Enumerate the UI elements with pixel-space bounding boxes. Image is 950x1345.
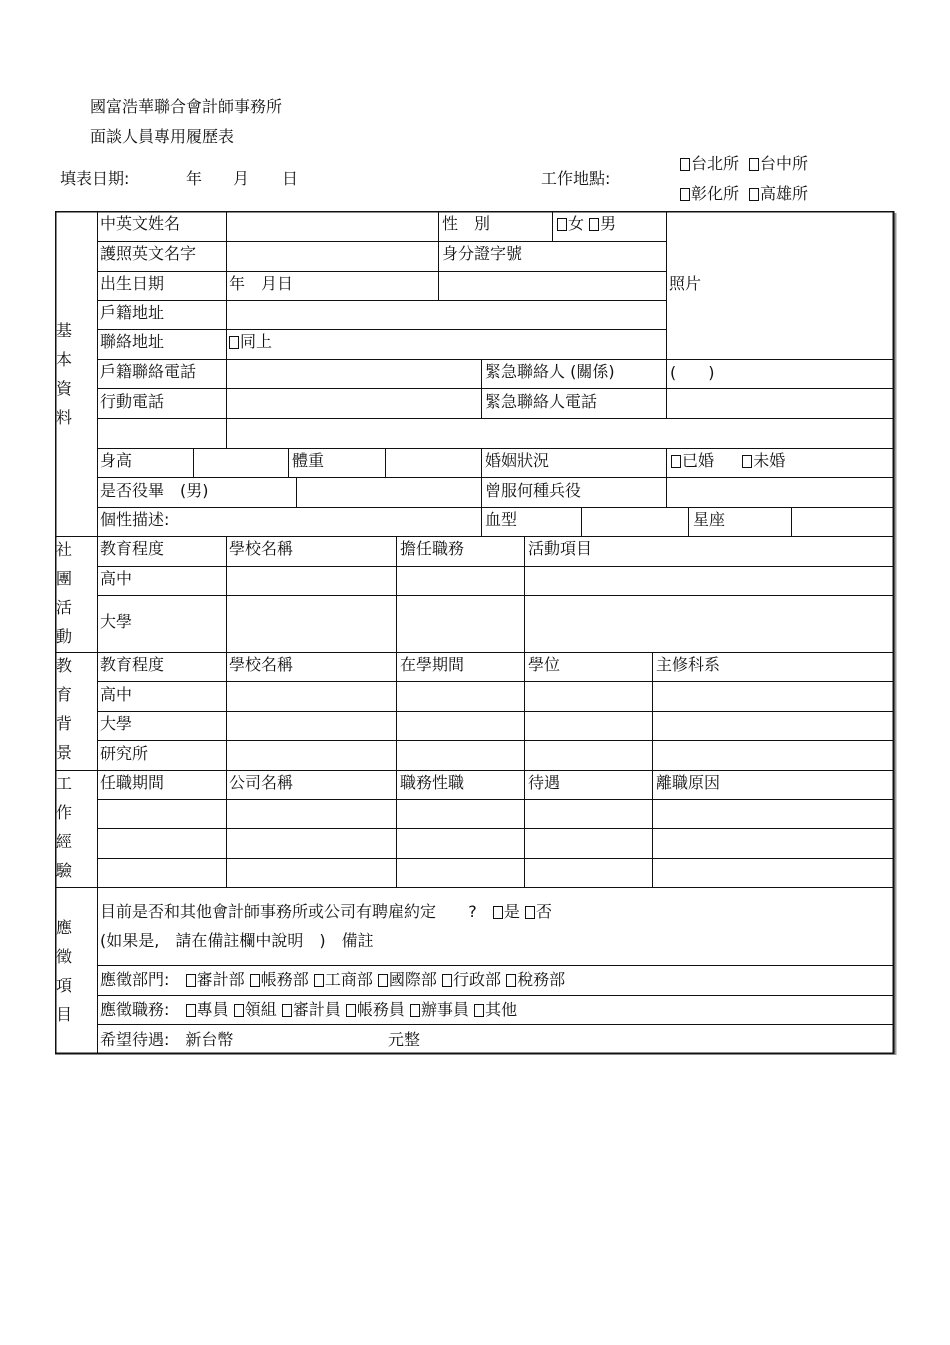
label-gender: 性 別: [442, 214, 491, 233]
club-header-school: 學校名稱: [229, 539, 294, 558]
label-mailing-address: 聯絡地址: [100, 332, 165, 351]
edu-header-major: 主修科系: [656, 655, 721, 674]
checkbox-icon[interactable]: [525, 906, 535, 919]
label-passport-name: 護照英文名字: [100, 244, 197, 263]
label-blood-type: 血型: [485, 510, 518, 529]
label-weight: 體重: [292, 451, 325, 470]
location-option-changhua[interactable]: 彰化所: [680, 184, 739, 204]
label-id-number: 身分證字號: [442, 244, 523, 263]
label-height: 身高: [100, 451, 133, 470]
checkbox-icon[interactable]: [680, 188, 690, 201]
edu-header-school: 學校名稱: [229, 655, 294, 674]
edu-header-degree: 學位: [528, 655, 561, 674]
resume-form: [55, 211, 894, 1054]
checkbox-icon[interactable]: [493, 906, 503, 919]
checkbox-icon[interactable]: [589, 218, 599, 231]
checkbox-icon[interactable]: [671, 455, 681, 468]
gender-options[interactable]: 女 男: [557, 214, 616, 234]
same-as-above-option[interactable]: 同上: [229, 332, 272, 352]
checkbox-icon[interactable]: [749, 188, 759, 201]
work-header-period: 任職期間: [100, 773, 165, 792]
form-title: 面談人員專用履歷表: [90, 127, 235, 146]
fill-date-month[interactable]: 月: [233, 169, 250, 188]
edu-header-period: 在學期間: [400, 655, 465, 674]
label-emergency-phone: 緊急聯絡人電話: [485, 392, 598, 411]
label-marital-status: 婚姻狀況: [485, 451, 550, 470]
checkbox-icon[interactable]: [474, 1004, 484, 1017]
label-name: 中英文姓名: [100, 214, 181, 233]
checkbox-icon[interactable]: [186, 974, 196, 987]
fill-date-day[interactable]: 日: [282, 169, 299, 188]
salary-suffix: 元整: [388, 1030, 421, 1049]
section-application-items: 應徵項目: [55, 918, 72, 1024]
position-row: 應徵職務: 專員 領組 審計員 帳務員 辦事員 其他: [100, 1000, 518, 1019]
club-header-role: 擔任職務: [400, 539, 465, 558]
checkbox-icon[interactable]: [229, 336, 239, 349]
checkbox-icon[interactable]: [442, 974, 452, 987]
photo-box[interactable]: 照片: [669, 274, 702, 293]
location-option-taichung[interactable]: 台中所: [749, 154, 808, 174]
section-club-activities: 社團活動: [55, 540, 72, 646]
contract-question: 目前是否和其他會計師事務所或公司有聘雇約定 ? 是 否: [100, 902, 553, 921]
checkbox-icon[interactable]: [250, 974, 260, 987]
note-hint: (如果是, 請在備註欄中說明 ) 備註: [100, 931, 374, 950]
checkbox-icon[interactable]: [346, 1004, 356, 1017]
location-option-kaohsiung[interactable]: 高雄所: [749, 184, 808, 204]
work-header-company: 公司名稱: [229, 773, 294, 792]
fill-date-label: 填表日期:: [60, 169, 130, 188]
checkbox-icon[interactable]: [749, 158, 759, 171]
checkbox-icon[interactable]: [234, 1004, 244, 1017]
checkbox-icon[interactable]: [410, 1004, 420, 1017]
edu-row-highschool: 高中: [100, 685, 133, 704]
club-row-highschool: 高中: [100, 569, 133, 588]
emergency-relation[interactable]: ( ): [670, 363, 715, 382]
label-zodiac: 星座: [693, 510, 726, 529]
work-header-leave-reason: 離職原因: [656, 773, 721, 792]
label-registered-address: 戶籍地址: [100, 303, 165, 322]
firm-name: 國富浩華聯合會計師事務所: [90, 97, 283, 116]
label-mobile: 行動電話: [100, 392, 165, 411]
work-location-label: 工作地點:: [541, 169, 611, 188]
edu-header-level: 教育程度: [100, 655, 165, 674]
work-header-salary: 待遇: [528, 773, 561, 792]
label-emergency-contact: 緊急聯絡人 (關係): [485, 362, 615, 381]
fill-date-year[interactable]: 年: [186, 169, 203, 188]
label-military-branch: 曾服何種兵役: [485, 481, 582, 500]
marital-options[interactable]: 已婚 未婚: [671, 451, 785, 471]
club-header-level: 教育程度: [100, 539, 165, 558]
location-option-taipei[interactable]: 台北所: [680, 154, 739, 174]
input-name[interactable]: [229, 214, 434, 238]
label-registered-phone: 戶籍聯絡電話: [100, 362, 197, 381]
section-work-experience: 工作經驗: [55, 774, 72, 880]
club-row-university: 大學: [100, 612, 133, 631]
section-basic-info: 基本資料: [55, 321, 72, 427]
checkbox-icon[interactable]: [282, 1004, 292, 1017]
position-label: 應徵職務:: [100, 1000, 170, 1019]
checkbox-icon[interactable]: [557, 218, 567, 231]
department-row: 應徵部門: 審計部 帳務部 工商部 國際部 行政部 稅務部: [100, 970, 566, 989]
checkbox-icon[interactable]: [742, 455, 752, 468]
birthdate-ymd[interactable]: 年 月日: [229, 274, 294, 293]
section-education-background: 教育背景: [55, 656, 72, 762]
label-military: 是否役畢 (男): [100, 481, 209, 500]
salary-input[interactable]: [245, 1030, 385, 1050]
checkbox-icon[interactable]: [314, 974, 324, 987]
label-personality: 個性描述:: [100, 510, 170, 529]
department-label: 應徵部門:: [100, 970, 170, 989]
work-header-duty: 職務性職: [400, 773, 465, 792]
checkbox-icon[interactable]: [680, 158, 690, 171]
checkbox-icon[interactable]: [186, 1004, 196, 1017]
edu-row-university: 大學: [100, 714, 133, 733]
label-birthdate: 出生日期: [100, 274, 165, 293]
club-header-activity: 活動項目: [528, 539, 593, 558]
edu-row-graduate: 研究所: [100, 744, 149, 763]
checkbox-icon[interactable]: [506, 974, 516, 987]
checkbox-icon[interactable]: [378, 974, 388, 987]
salary-label: 希望待遇: 新台幣: [100, 1030, 234, 1049]
